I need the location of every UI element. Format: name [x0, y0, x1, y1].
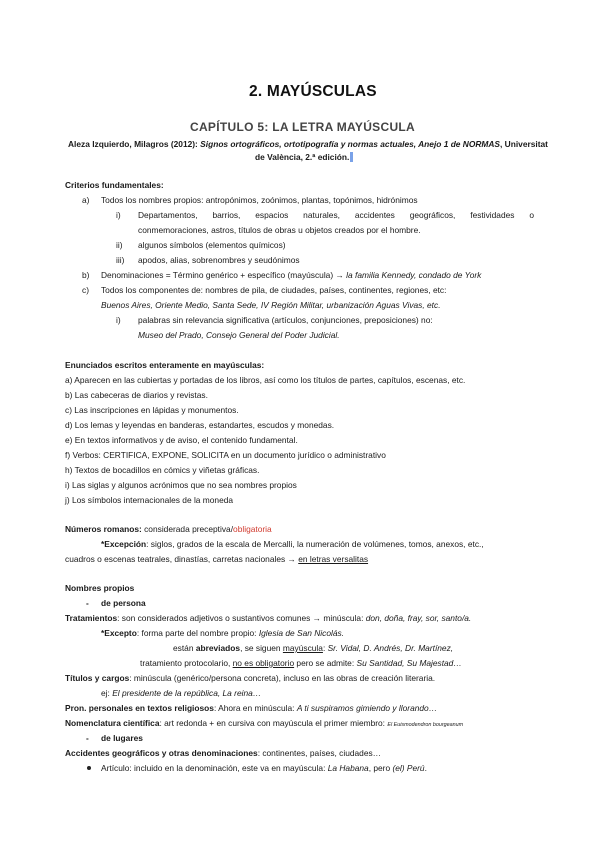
reference-line-2 — [255, 152, 353, 162]
nomenclatura-text: : art redonda + en cursiva con mayúscula el primer miembro: — [159, 718, 388, 728]
exception-underlined: en letras versalitas — [298, 554, 369, 564]
examples: El presidente de la república, La reina… — [112, 688, 262, 698]
list-item — [101, 270, 481, 280]
romanos-exception — [101, 539, 484, 549]
text: pero se admite: — [294, 658, 357, 668]
tratamientos-exception — [101, 628, 344, 638]
list-marker: c) — [82, 285, 89, 295]
text: : — [322, 643, 328, 653]
list-item-examples: Buenos Aires, Oriente Medio, Santa Sede, IV Región Militar, urbanización Aguas Vivas, etc. — [101, 300, 441, 310]
nomenclatura-example: El Euismodendron bourgeanum — [387, 722, 464, 728]
accidentes-text: : continentes, países, ciudades… — [257, 748, 382, 758]
romanos-highlight: obligatoria — [233, 524, 272, 534]
list-item-text: Denominaciones = Término genérico + específico (mayúscula) → — [101, 270, 347, 280]
section-heading-nombres-propios: Nombres propios — [65, 583, 135, 593]
page-title: 2. MAYÚSCULAS — [249, 83, 377, 100]
titulos-line — [65, 673, 435, 683]
text: . — [424, 763, 427, 773]
reference-author: Aleza Izquierdo, Milagros (2012): — [68, 139, 201, 149]
reference-publisher: , Universitat — [500, 139, 548, 149]
exception-label: *Excepción — [101, 539, 147, 549]
text-underlined: no es obligatorio — [232, 658, 295, 668]
titulos-example-line — [101, 688, 261, 698]
list-marker: ii) — [116, 240, 123, 250]
subheading-persona: de persona — [101, 598, 146, 608]
list-item: palabras sin relevancia significativa (artículos, conjunciones, preposiciones) no: — [138, 315, 433, 325]
accidentes-label: Accidentes geográficos y otras denominaciones — [65, 748, 258, 758]
accidentes-line — [65, 748, 381, 758]
abreviados-line — [173, 643, 453, 653]
nomenclatura-line — [65, 718, 463, 730]
bullet-icon — [87, 763, 91, 773]
list-item: j) Los símbolos internacionales de la moneda — [65, 495, 234, 505]
examples: Sr. Vidal, D. Andrés, Dr. Martínez, — [327, 643, 454, 653]
list-marker: a) — [82, 195, 90, 205]
list-marker: i) — [116, 315, 121, 325]
text-bold: abreviados — [195, 643, 241, 653]
list-marker: b) — [82, 270, 90, 280]
exception-text: : siglos, grados de la escala de Mercalli, la numeración de volúmenes, tomos, anexos, etc., — [146, 539, 484, 549]
list-item: h) Textos de bocadillos en cómics y viñetas gráficas. — [65, 465, 260, 475]
list-item: Todos los componentes de: nombres de pila, de ciudades, países, continentes, regiones, etc: — [101, 285, 447, 295]
protocolario-line — [140, 658, 462, 668]
romanos-text: considerada preceptiva/ — [141, 524, 234, 534]
pronombres-line — [65, 703, 437, 713]
list-item: apodos, alias, sobrenombres y seudónimos — [138, 255, 300, 265]
examples: Su Santidad, Su Majestad… — [356, 658, 462, 668]
reference-edition: de València, 2.ª edición. — [255, 152, 350, 162]
exception-text: : forma parte del nombre propio: — [136, 628, 259, 638]
romanos-label: Números romanos: — [65, 524, 142, 534]
list-item: b) Las cabeceras de diarios y revistas. — [65, 390, 208, 400]
text: tratamiento protocolario, — [140, 658, 233, 668]
articulo-line — [101, 763, 427, 773]
reference-line-1 — [68, 139, 548, 149]
list-item: a) Aparecen en las cubiertas y portadas de los libros, así como los títulos de partes, capítulos, escenas, etc. — [65, 375, 466, 385]
text: Artículo: incluido en la denominación, este va en mayúscula: — [101, 763, 328, 773]
text: , pero — [368, 763, 393, 773]
pronombres-text: : Ahora en minúscula: — [213, 703, 297, 713]
nomenclatura-label: Nomenclatura científica — [65, 718, 160, 728]
romanos-exception-continuation — [65, 554, 368, 564]
tratamientos-label: Tratamientos — [65, 613, 118, 623]
text-cursor — [350, 152, 353, 162]
dash-marker: - — [86, 598, 89, 608]
titulos-text: : minúscula (genérico/persona concreta), incluso en las obras de creación literaria. — [129, 673, 436, 683]
pronombres-label: Pron. personales en textos religiosos — [65, 703, 214, 713]
tratamientos-line — [65, 613, 471, 623]
list-item: d) Los lemas y leyendas en banderas, estandartes, escudos y monedas. — [65, 420, 335, 430]
list-item: Todos los nombres propios: antropónimos, zoónimos, plantas, topónimos, hidrónimos — [101, 195, 418, 205]
list-marker: i) — [116, 210, 121, 220]
list-item-examples: la familia Kennedy, condado de York — [346, 270, 482, 280]
list-item: e) En textos informativos y de aviso, el contenido fundamental. — [65, 435, 298, 445]
list-marker: iii) — [116, 255, 125, 265]
exception-example: Iglesia de San Nicolás. — [258, 628, 345, 638]
list-item-examples: Museo del Prado, Consejo General del Poder Judicial. — [138, 330, 340, 340]
examples: A ti suspiramos gimiendo y llorando… — [296, 703, 438, 713]
example: La Habana — [327, 763, 369, 773]
titulos-label: Títulos y cargos — [65, 673, 130, 683]
tratamientos-examples: don, doña, fray, sor, santo/a. — [365, 613, 472, 623]
reference-work-title: Signos ortográficos, ortotipografía y normas actuales, Anejo 1 de NORMAS — [200, 139, 501, 149]
list-item: c) Las inscripciones en lápidas y monumentos. — [65, 405, 239, 415]
chapter-heading: CAPÍTULO 5: LA LETRA MAYÚSCULA — [190, 120, 415, 134]
text-underlined: mayúscula — [282, 643, 323, 653]
exception-label: *Excepto — [101, 628, 137, 638]
text: , se siguen — [240, 643, 283, 653]
list-item: f) Verbos: CERTIFICA, EXPONE, SOLICITA en un documento jurídico o administrativo — [65, 450, 386, 460]
exception-text: cuadros o escenas teatrales, dinastías, carretas nacionales → — [65, 554, 299, 564]
example: (el) Perú — [392, 763, 425, 773]
list-item-continuation: conmemoraciones, astros, títulos de obras u objetos creados por el hombre. — [138, 225, 421, 235]
list-item: Departamentos, barrios, espacios naturales, accidentes geográficos, festividades o — [138, 210, 534, 220]
list-item: algunos símbolos (elementos químicos) — [138, 240, 286, 250]
section-heading-enunciados: Enunciados escritos enteramente en mayúsculas: — [65, 360, 265, 370]
text: están — [173, 643, 196, 653]
section-heading-criterios: Criterios fundamentales: — [65, 180, 164, 190]
list-item: i) Las siglas y algunos acrónimos que no sea nombres propios — [65, 480, 297, 490]
romanos-line — [65, 524, 272, 534]
text: ej: — [101, 688, 113, 698]
dash-marker: - — [86, 733, 89, 743]
tratamientos-text: : son considerados adjetivos o sustantivos comunes → minúscula: — [117, 613, 366, 623]
subheading-lugares: de lugares — [101, 733, 143, 743]
